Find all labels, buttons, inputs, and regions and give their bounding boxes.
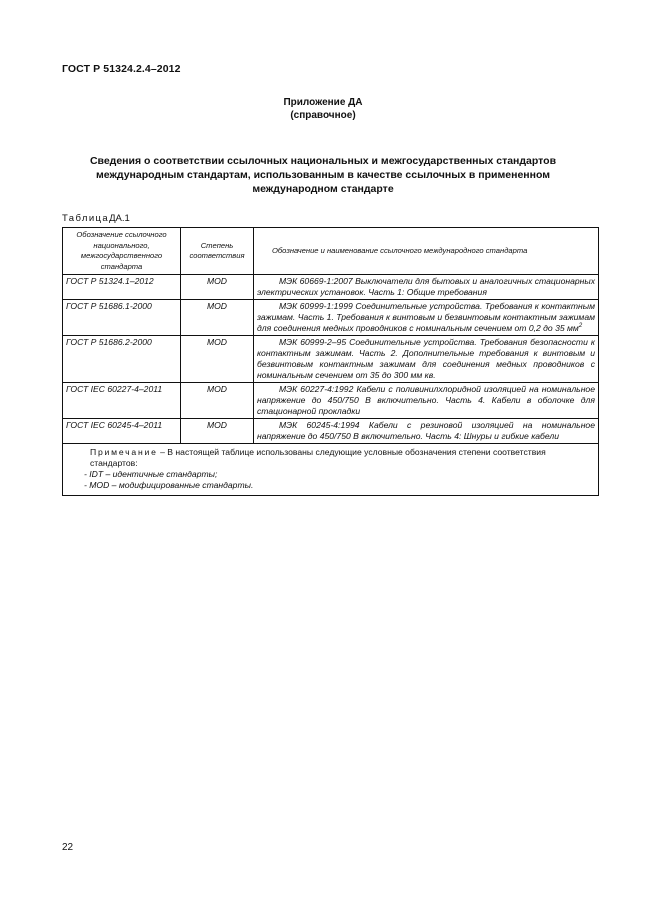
- header-description: Обозначение и наименование ссылочного международного стандарта: [254, 228, 599, 275]
- cell-standard: ГОСТ Р 51686.2-2000: [63, 336, 181, 383]
- header-standard: Обозначение ссылочного национального, межгосударственного стандарта: [63, 228, 181, 275]
- table-note: [63, 444, 599, 496]
- cell-standard: ГОСТ Р 51324.1–2012: [63, 275, 181, 300]
- note-paragraph: [66, 447, 595, 469]
- table-row: [63, 300, 599, 336]
- document-code: ГОСТ Р 51324.2.4–2012: [62, 63, 181, 75]
- cell-description: МЭК 60245-4:1994 Кабели с резиновой изоляцией на номинальное напряжение до 450/750 В включительно. Часть 4: Шнуры и гибкие кабели: [254, 419, 599, 444]
- table-row: [63, 275, 599, 300]
- table-caption-word: Таблица: [62, 213, 110, 224]
- table-row: [63, 383, 599, 419]
- note-label: Примечание: [90, 447, 158, 457]
- table-row: [63, 336, 599, 383]
- appendix-subtitle: (справочное): [290, 110, 356, 121]
- table-note-row: [63, 444, 599, 496]
- cell-degree: MOD: [181, 336, 254, 383]
- note-text: – В настоящей таблице использованы следующие условные обозначения степени соответствия стандартов:: [90, 447, 546, 468]
- note-item: - MOD – модифицированные стандарты.: [84, 480, 254, 490]
- header-degree: Степень соответствия: [181, 228, 254, 275]
- table-header-row: [63, 228, 599, 275]
- cell-standard: ГОСТ IEC 60245-4–2011: [63, 419, 181, 444]
- cell-degree: MOD: [181, 419, 254, 444]
- cell-standard: ГОСТ Р 51686.1-2000: [63, 300, 181, 336]
- cell-degree: MOD: [181, 300, 254, 336]
- table-caption: [62, 213, 130, 224]
- cell-degree: MOD: [181, 275, 254, 300]
- superscript: 2: [578, 323, 583, 330]
- page-number: 22: [62, 842, 74, 853]
- standards-table: [62, 227, 599, 496]
- cell-description-text: МЭК 60999-1:1999 Соединительные устройства. Требования к контактным зажимам. Часть 1. Требования к винтовым и безвинтовым контактным зажимам для соединения медных проводников с номинальным сечением от 0,2 до 35 мм: [257, 301, 595, 333]
- cell-description: [254, 300, 599, 336]
- cell-description: МЭК 60669-1:2007 Выключатели для бытовых и аналогичных стационарных электрических установок. Часть 1: Общие требования: [254, 275, 599, 300]
- table-row: [63, 419, 599, 444]
- note-item: - IDT – идентичные стандарты;: [84, 469, 218, 479]
- cell-degree: MOD: [181, 383, 254, 419]
- cell-description: МЭК 60227-4:1992 Кабели с поливинилхлоридной изоляцией на номинальное напряжение до 450/750 В включительно. Часть 4. Кабели в оболочке для стационарной прокладки: [254, 383, 599, 419]
- section-title: Сведения о соответствии ссылочных национальных и межгосударственных стандартов международным стандартам, использованным в качестве ссылочных в примененном международном стандарте: [89, 155, 557, 195]
- appendix-heading: [0, 96, 646, 122]
- cell-standard: ГОСТ IEC 60227-4–2011: [63, 383, 181, 419]
- appendix-title: Приложение ДА: [283, 97, 363, 108]
- table-caption-number: ДА.1: [109, 213, 130, 224]
- cell-description: МЭК 60999-2–95 Соединительные устройства. Требования безопасности к контактным зажимам. Часть 2. Дополнительные требования к винтовым и безвинтовым контактным зажимам для соединения медных проводников с номинальным сечением от 35 до 300 мм кв.: [254, 336, 599, 383]
